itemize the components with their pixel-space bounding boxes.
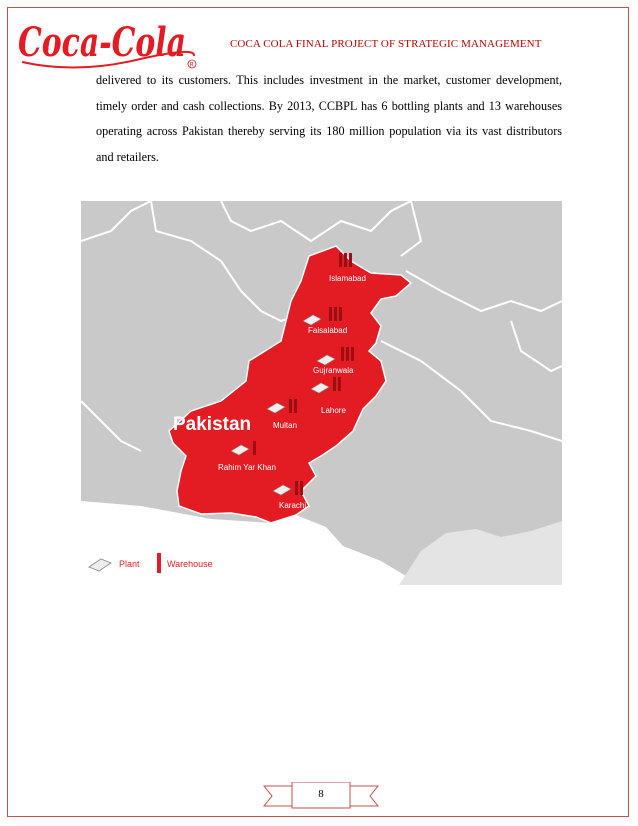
city-label-gujranwala: Gujranwala — [313, 366, 354, 375]
legend-plant-label: Plant — [119, 559, 140, 569]
legend-warehouse-label: Warehouse — [167, 559, 213, 569]
city-label-multan: Multan — [273, 421, 298, 430]
city-label-lahore: Lahore — [321, 406, 346, 415]
svg-text:Coca-Cola: Coca-Cola — [18, 19, 186, 66]
warehouse-icon — [157, 553, 161, 573]
pakistan-map — [81, 201, 562, 585]
country-label: Pakistan — [173, 414, 252, 435]
page-number: 8 — [318, 788, 324, 800]
city-label-faisalabad: Faisalabad — [308, 326, 348, 335]
city-label-rahim-yar-khan: Rahim Yar Khan — [218, 463, 276, 472]
header-title: COCA COLA FINAL PROJECT OF STRATEGIC MANAGEMENT — [230, 38, 542, 50]
map-legend — [81, 551, 231, 575]
coca-cola-logo — [16, 12, 206, 74]
city-label-karachi: Karachi — [279, 501, 307, 510]
body-paragraph: delivered to its customers. This includes investment in the market, customer development, timely order and cash collections. By 2013, CCBPL has 6 bottling plants and 13 warehouses operating across Pakistan thereby serving its 180 million population via its vast distributors and retailers. — [96, 73, 562, 164]
city-label-islamabad: Islamabad — [329, 274, 366, 283]
svg-text:R: R — [189, 61, 194, 69]
page-number-ribbon — [262, 782, 380, 810]
